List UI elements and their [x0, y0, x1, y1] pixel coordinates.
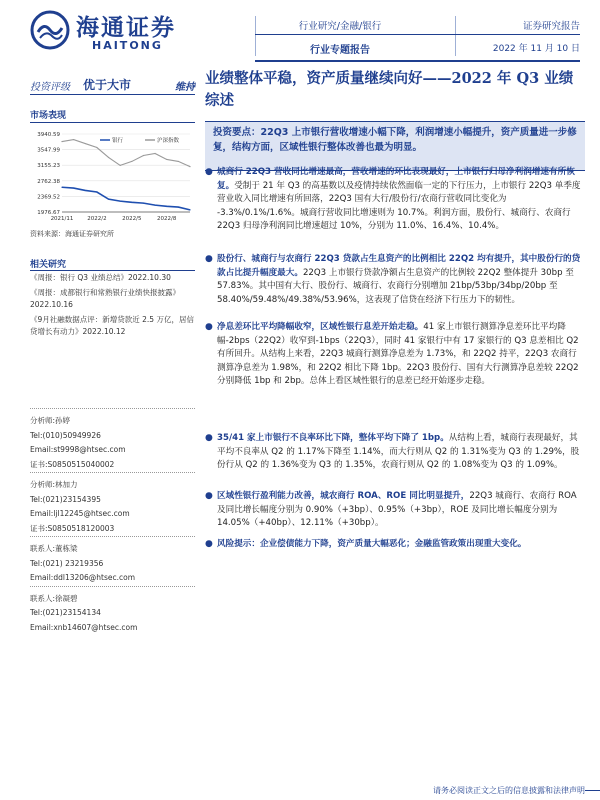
chart-source: 资料来源：海通证券研究所 [30, 230, 114, 238]
header-doc-block [470, 18, 580, 54]
chart-point [120, 201, 121, 202]
market-heading-rule [30, 122, 195, 123]
chart-y-tick-label: 1976.67 [37, 210, 60, 216]
bullet-item [205, 538, 585, 552]
analyst-tel: Tel:(021)23154395 [30, 494, 101, 504]
chart-point [61, 187, 62, 188]
analyst-cert: 证书:S0850515040002 [30, 459, 115, 469]
chart-y-tick-label: 3940.59 [37, 132, 60, 138]
chart-point [73, 139, 74, 140]
bullet-lead: 净息差环比平均降幅收窄，区域性银行息差开始走稳。 [217, 322, 424, 332]
bullet-body: 22Q3 城商行、农商行 ROA 及同比增长幅度分别为 0.90%（+3bp）、0.95%（+3bp），ROE 及同比增长幅度分别为 14.05%（+40bp）、12.11%（+30bp）。 [217, 491, 577, 529]
bullet-body: 41 家上市银行测算净息差环比平均降幅-2bps（22Q2）收窄到-1bps（22Q3），同时 41 家银行中有 17 家银行的 Q3 息差相比 Q2 有所回升。从结构上来看，22Q3 城商行测算净息差为 1.73%，和 22Q2 持平，22Q3 农商行测算净息差为 1.98%，和 22Q2 相比下降 1bp。22Q3 股份行、国有大行测算净息差较 22Q2 分别降低 1bp 和 2bp。总体上看区域性银行的息差已经开始逐步走稳。 [217, 322, 579, 387]
chart-point [73, 187, 74, 188]
contact-block [30, 586, 195, 636]
analyst-contacts [30, 408, 195, 635]
chart-y-tick-label: 3547.99 [37, 147, 60, 154]
chart-y-tick-label: 2369.52 [37, 194, 60, 201]
bullet-item [205, 490, 585, 531]
chart-point [85, 190, 86, 191]
header-date: 2022 年 11 月 10 日 [492, 44, 580, 54]
chart-point [96, 191, 97, 192]
related-heading-rule [30, 270, 195, 271]
rating-keep: 维持 [175, 82, 195, 93]
chart-point [96, 147, 97, 148]
investment-keypoint: 投资要点：22Q3 上市银行营收增速小幅下降，利润增速小幅提升，资产质量进一步修复，结构方面，区域性银行整体改善也最为明显。 [205, 121, 585, 171]
chart-point [120, 165, 121, 166]
related-item[interactable]: 《9月社融数据点评：新增贷款近 2.5 万亿，居信贷增长有动力》2022.10.12 [30, 314, 194, 336]
chart-point [166, 159, 167, 160]
header-doc-type: 证券研究报告 [522, 21, 580, 32]
bullet-item [205, 166, 585, 234]
bullet-body: 22Q3 上市银行贷款净额占生息资产的比例较 22Q2 整体提升 30bp 至 57.83%。其中国有大行、股份行、城商行、农商行分别增加 21bp/53bp/34bp/20bp 至 58.40%/59.48%/49.38%/53.96%，这表现了信贷在经济下行压力下的韧性。 [217, 267, 574, 305]
bullet-lead: 风险提示：企业偿债能力下降，资产质量大幅恶化；金融监管政策出现重大变化。 [217, 539, 527, 549]
chart-x-tick-label: 2022/5 [122, 216, 142, 222]
analyst-cert: 证书:S0850518120003 [30, 523, 115, 533]
analyst-tel: Tel:(010)50949926 [30, 430, 101, 440]
chart-point [85, 143, 86, 144]
bullet-dot-icon: ● [205, 539, 213, 549]
rating-value: 优于大市 [83, 78, 132, 92]
bullet-body: 从结构上看，城商行表现最好，其平均不良率从 Q2 的 1.17%下降至 1.14%，而大行则从 Q2 的 1.31%变为 Q3 的 1.29%，股份行从 Q2 的 1.36%变为 Q3 的 1.35%，农商行则从 Q2 的 1.08%变为 Q3 的 1.09%。 [217, 433, 580, 471]
analyst-name: 分析师:孙婷 [30, 416, 71, 425]
footer-rule [585, 790, 600, 791]
bullet-item [205, 253, 585, 307]
chart-point [178, 161, 179, 162]
report-header [0, 0, 600, 62]
analyst-name: 分析师:林加力 [30, 480, 78, 489]
bullet-dot-icon: ● [205, 322, 213, 332]
bullet-body: 受制于 21 年 Q3 的高基数以及疫情持续依然面临一定的下行压力，上市银行 22Q3 单季度营业收入同比增速有所回落，22Q3 国有大行/股份行/农商行营收同比变化为 -3.3%/0.1%/1.6%。城商行营收同比增速则为 10.7%。利润方面，股份行、城商行、农商行 22Q3 归母净利润同比增速超过 10%，分别为 11.0%、16.4%、10.4%。 [217, 180, 581, 232]
bullet-dot-icon: ● [205, 167, 213, 177]
chart-point [154, 205, 155, 206]
report-title: 业绩整体平稳，资产质量继续向好——2022 年 Q3 业绩综述 [205, 70, 574, 109]
market-chart-svg [30, 128, 195, 226]
investment-rating [30, 75, 195, 95]
market-chart [30, 128, 195, 226]
contact-name: 联系人:董栋梁 [30, 544, 78, 553]
disclaimer-footer: 请务必阅读正文之后的信息披露和法律声明 [433, 786, 585, 795]
analyst-email[interactable]: Email:st9998@htsec.com [30, 445, 126, 454]
contact-tel: Tel:(021) 23219356 [30, 558, 104, 568]
bullet-dot-icon: ● [205, 433, 213, 443]
chart-point [143, 155, 144, 156]
header-category-block [270, 18, 410, 56]
bullet-item [205, 432, 585, 473]
chart-point [131, 202, 132, 203]
chart-point [189, 209, 190, 210]
chart-point [189, 166, 190, 167]
chart-point [154, 153, 155, 154]
chart-series-bank-line [62, 187, 190, 210]
bullet-lead: 区域性银行盈利能力改善，城农商行 ROA、ROE 同比明显提升， [217, 491, 470, 501]
related-item[interactable]: 《周报：银行 Q3 业绩总结》2022.10.30 [30, 273, 171, 282]
header-rule-thick [255, 60, 580, 62]
related-heading: 相关研究 [30, 260, 67, 270]
bullet-dot-icon: ● [205, 254, 213, 264]
haitong-logo-icon [30, 10, 70, 50]
related-list [30, 272, 195, 341]
chart-y-tick-label: 2762.38 [37, 178, 60, 185]
logo-english-name: HAITONG [92, 39, 163, 52]
header-category: 行业研究/金融/银行 [298, 21, 382, 32]
chart-point [131, 161, 132, 162]
contact-email[interactable]: Email:xnb14607@htsec.com [30, 622, 138, 632]
chart-y-tick-label: 3155.23 [37, 163, 60, 170]
analyst-block [30, 408, 195, 472]
bullet-lead: 股份行、城商行与农商行 22Q3 贷款占生息资产的比例相比 22Q2 均有提升，其中股份行的贷款占比提升幅度最大。 [217, 254, 581, 278]
chart-legend-label: 银行 [112, 138, 124, 144]
logo-chinese-name: 海通证券 [76, 14, 176, 41]
bullet-dot-icon: ● [205, 491, 213, 501]
contact-block [30, 536, 195, 586]
bullet-lead: 35/41 家上市银行不良率环比下降，整体平均下降了 1bp。 [217, 433, 449, 443]
related-item[interactable]: 《周报：成都银行和常熟银行业绩快报披露》2022.10.16 [30, 287, 180, 309]
market-heading: 市场表现 [30, 111, 67, 121]
analyst-email[interactable]: Email:ljl12245@htsec.com [30, 509, 130, 518]
chart-point [143, 203, 144, 204]
chart-point [178, 207, 179, 208]
contact-name: 联系人:徐凝碧 [30, 593, 78, 603]
header-report-type: 行业专题报告 [310, 45, 370, 56]
bullet-item [205, 321, 585, 389]
chart-point [108, 157, 109, 158]
header-divider [255, 16, 256, 56]
header-rule [255, 34, 580, 35]
chart-point [166, 206, 167, 207]
haitong-logo [30, 8, 190, 54]
header-divider [455, 16, 456, 56]
chart-legend-label: 沪深指数 [157, 138, 180, 144]
chart-point [108, 199, 109, 200]
analyst-block [30, 472, 195, 536]
chart-point [61, 141, 62, 142]
contact-tel: Tel:(021)23154134 [30, 608, 101, 617]
chart-x-tick-label: 2021/11 [50, 216, 74, 222]
bullet-lead: 城商行 22Q3 营收同比增速最高，营收增速的环比表现最好，上市银行归母净利润增速有所恢复。 [217, 167, 575, 191]
rating-label: 投资评级 [30, 82, 70, 93]
chart-x-tick-label: 2022/8 [157, 216, 177, 222]
chart-x-tick-label: 2022/2 [87, 216, 107, 222]
contact-email[interactable]: Email:ddl13206@htsec.com [30, 573, 136, 582]
